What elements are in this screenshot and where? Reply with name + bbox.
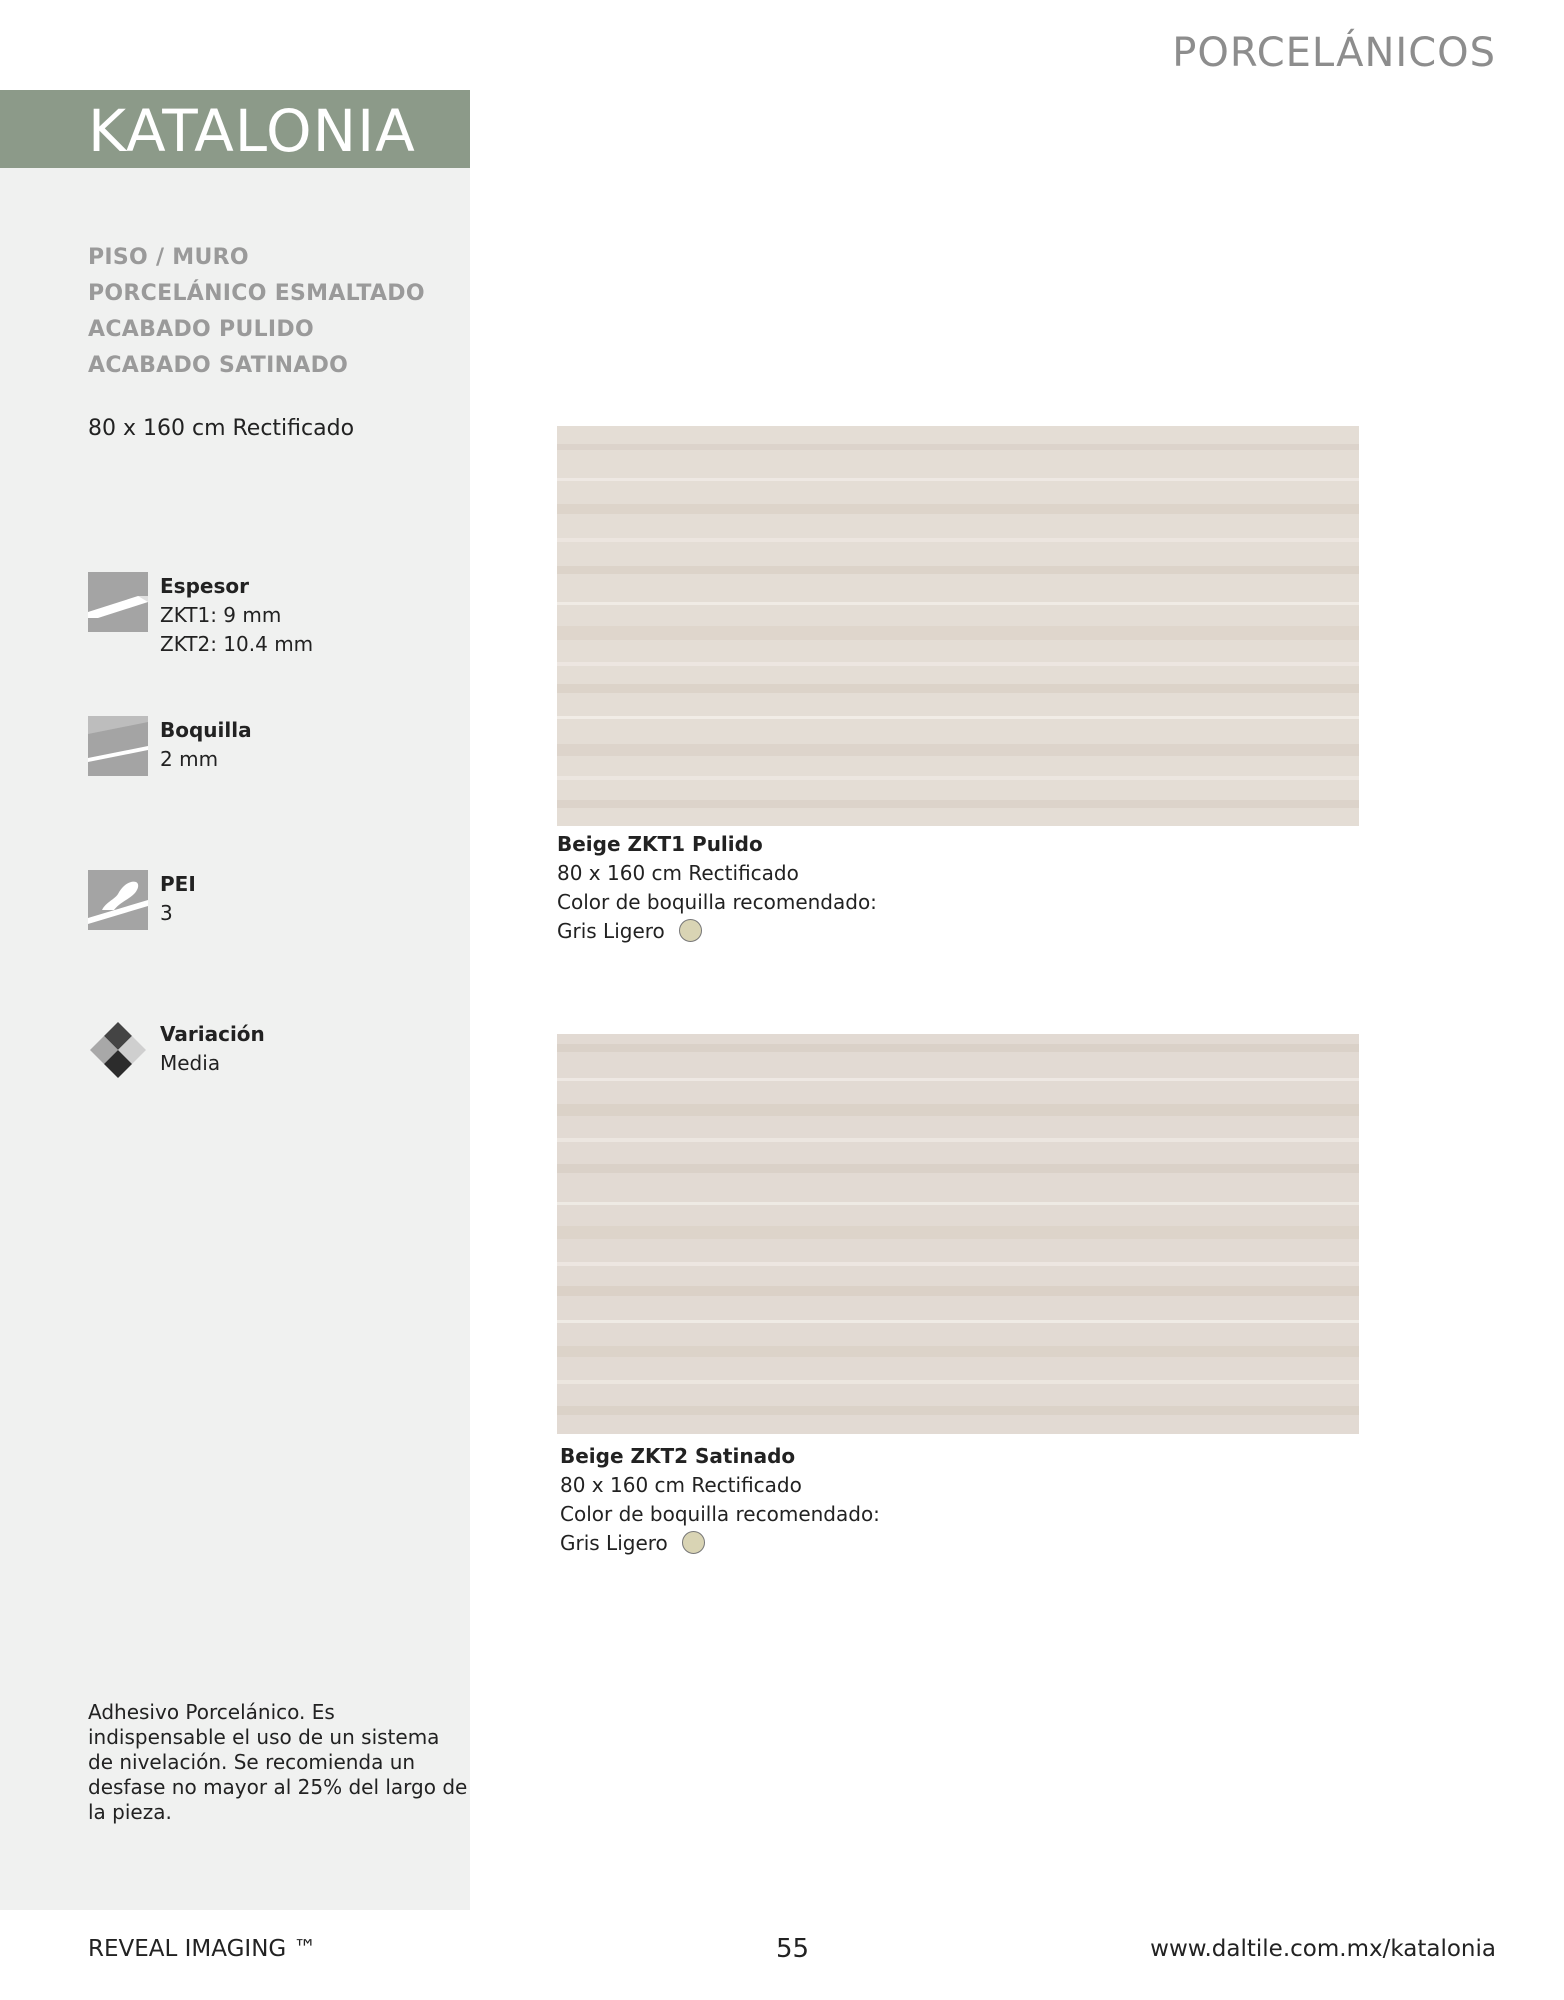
tile-size: 80 x 160 cm Rectificado xyxy=(557,861,799,885)
spec-value: Media xyxy=(160,1051,221,1075)
grout-color-swatch xyxy=(679,919,702,942)
spec-value: 2 mm xyxy=(160,747,219,771)
feature-list xyxy=(88,240,425,384)
spec-label: Boquilla xyxy=(160,718,252,742)
spec-label: PEI xyxy=(160,872,196,896)
variation-icon xyxy=(88,1020,148,1080)
tile-caption-zkt1 xyxy=(557,830,877,946)
grout-label: Color de boquilla recomendado: xyxy=(560,1502,880,1526)
footer-brand: REVEAL IMAGING ™ xyxy=(88,1936,317,1962)
tile-name: Beige ZKT2 Satinado xyxy=(560,1444,796,1468)
tile-size: 80 x 160 cm Rectificado xyxy=(560,1473,802,1497)
grout-color-name: Gris Ligero xyxy=(557,919,665,943)
grout-color-name: Gris Ligero xyxy=(560,1531,668,1555)
category-title: PORCELÁNICOS xyxy=(1172,30,1496,76)
spec-value: 3 xyxy=(160,901,173,925)
tile-name: Beige ZKT1 Pulido xyxy=(557,832,763,856)
spec-label: Variación xyxy=(160,1022,265,1046)
spec-value: ZKT1: 9 mm xyxy=(160,603,282,627)
product-size: 80 x 160 cm Rectificado xyxy=(88,416,355,441)
tile-image-zkt1 xyxy=(557,426,1359,826)
tile-caption-zkt2 xyxy=(560,1442,880,1558)
tile-image-zkt2 xyxy=(557,1034,1359,1434)
thickness-icon xyxy=(88,572,148,632)
feature-item: PORCELÁNICO ESMALTADO xyxy=(88,281,425,306)
product-title: KATALONIA xyxy=(88,97,416,165)
title-bar xyxy=(0,90,470,168)
tile-texture xyxy=(557,426,1359,826)
foot-traffic-icon xyxy=(88,870,148,930)
feature-item: ACABADO PULIDO xyxy=(88,317,314,342)
footer-url[interactable]: www.daltile.com.mx/katalonia xyxy=(1150,1936,1496,1962)
grout-label: Color de boquilla recomendado: xyxy=(557,890,877,914)
grout-joint-icon xyxy=(88,716,148,776)
spec-label: Espesor xyxy=(160,574,249,598)
feature-item: PISO / MURO xyxy=(88,245,249,270)
page-number: 55 xyxy=(776,1934,810,1964)
spec-value: ZKT2: 10.4 mm xyxy=(160,632,314,656)
installation-note: Adhesivo Porcelánico. Es indispensable el uso de un sistema de nivelación. Se recomienda un desfase no mayor al 25% del largo de la pieza. xyxy=(88,1700,468,1824)
feature-item: ACABADO SATINADO xyxy=(88,353,349,378)
tile-texture xyxy=(557,1034,1359,1434)
grout-color-swatch xyxy=(682,1531,705,1554)
